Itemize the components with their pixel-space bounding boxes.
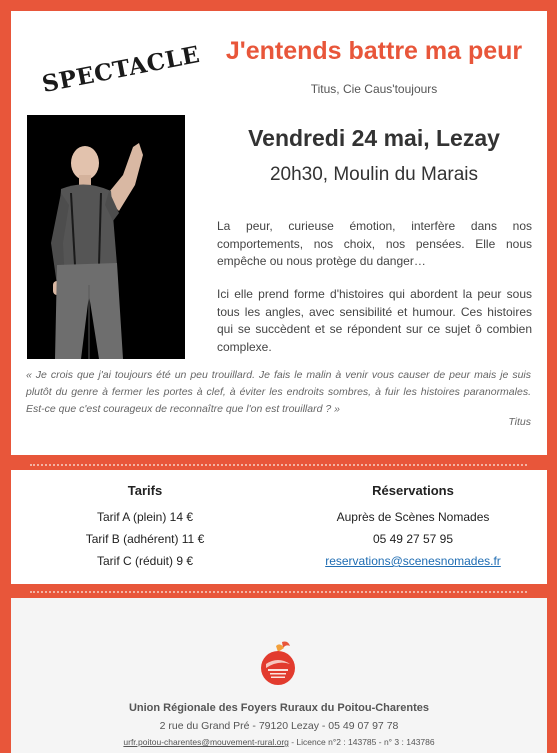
footer-card	[11, 598, 547, 753]
event-card	[11, 11, 547, 455]
performer-photo	[27, 115, 185, 359]
foyers-ruraux-logo	[256, 638, 300, 690]
footer-email-link[interactable]: urfr.poitou-charentes@mouvement-rural.org	[123, 737, 289, 747]
spectacle-stamp: SPECTACLE	[39, 40, 203, 99]
tarif-line: Tarif B (adhérent) 11 €	[85, 532, 205, 546]
footer-contact	[11, 737, 547, 747]
footer-org-name: Union Régionale des Foyers Ruraux du Poitou-Charentes	[128, 702, 430, 714]
reservations-column	[279, 470, 547, 572]
tarif-line: Tarif C (réduit) 9 €	[96, 554, 194, 568]
reservation-phone: 05 49 27 57 95	[372, 532, 454, 546]
event-date: Vendredi 24 mai, Lezay	[248, 125, 500, 151]
description-paragraph-2: Ici elle prend forme d'histoires qui abordent la peur sous tous les angles, avec sensibilité et humour. Ces histoires qui se succèdent et se répondent sur ce sujet ô combien complexe.	[217, 287, 532, 354]
event-time-place: 20h30, Moulin du Marais	[269, 164, 479, 185]
description-paragraph-1: La peur, curieuse émotion, interfère dans nos comportements, nos choix, nos pensées. Elle nous empêche ou nous protège du danger…	[217, 219, 532, 268]
reservations-heading: Réservations	[372, 483, 454, 498]
event-title: J'entends battre ma peur	[225, 37, 523, 65]
performer-illustration	[27, 115, 185, 359]
info-card	[11, 470, 547, 584]
artist-quote: « Je crois que j'ai toujours été un peu trouillard. Je fais le malin à venir vous causer de peur mais je suis plutôt du genre à fermer les portes à clef, à éviter les endroits sombres, à fuir les histoires paranormales. Est-ce que c'est courageux de reconnaître que l'on est trouillard ? »	[26, 369, 531, 415]
tarif-line: Tarif A (plein) 14 €	[96, 510, 194, 524]
footer-licence: - Licence n°2 : 143785 - n° 3 : 143786	[288, 737, 435, 747]
dotted-divider-2	[30, 591, 527, 593]
event-subtitle: Titus, Cie Caus'toujours	[310, 82, 438, 96]
tarifs-heading: Tarifs	[127, 483, 163, 498]
dotted-divider-1	[30, 464, 527, 466]
reservation-email-link[interactable]: reservations@scenesnomades.fr	[325, 554, 501, 568]
footer-address: 2 rue du Grand Pré - 79120 Lezay - 05 49 07 97 78	[159, 720, 399, 732]
tarifs-column	[11, 470, 279, 572]
reservation-venue: Auprès de Scènes Nomades	[336, 510, 490, 524]
quote-author: Titus	[508, 416, 531, 428]
